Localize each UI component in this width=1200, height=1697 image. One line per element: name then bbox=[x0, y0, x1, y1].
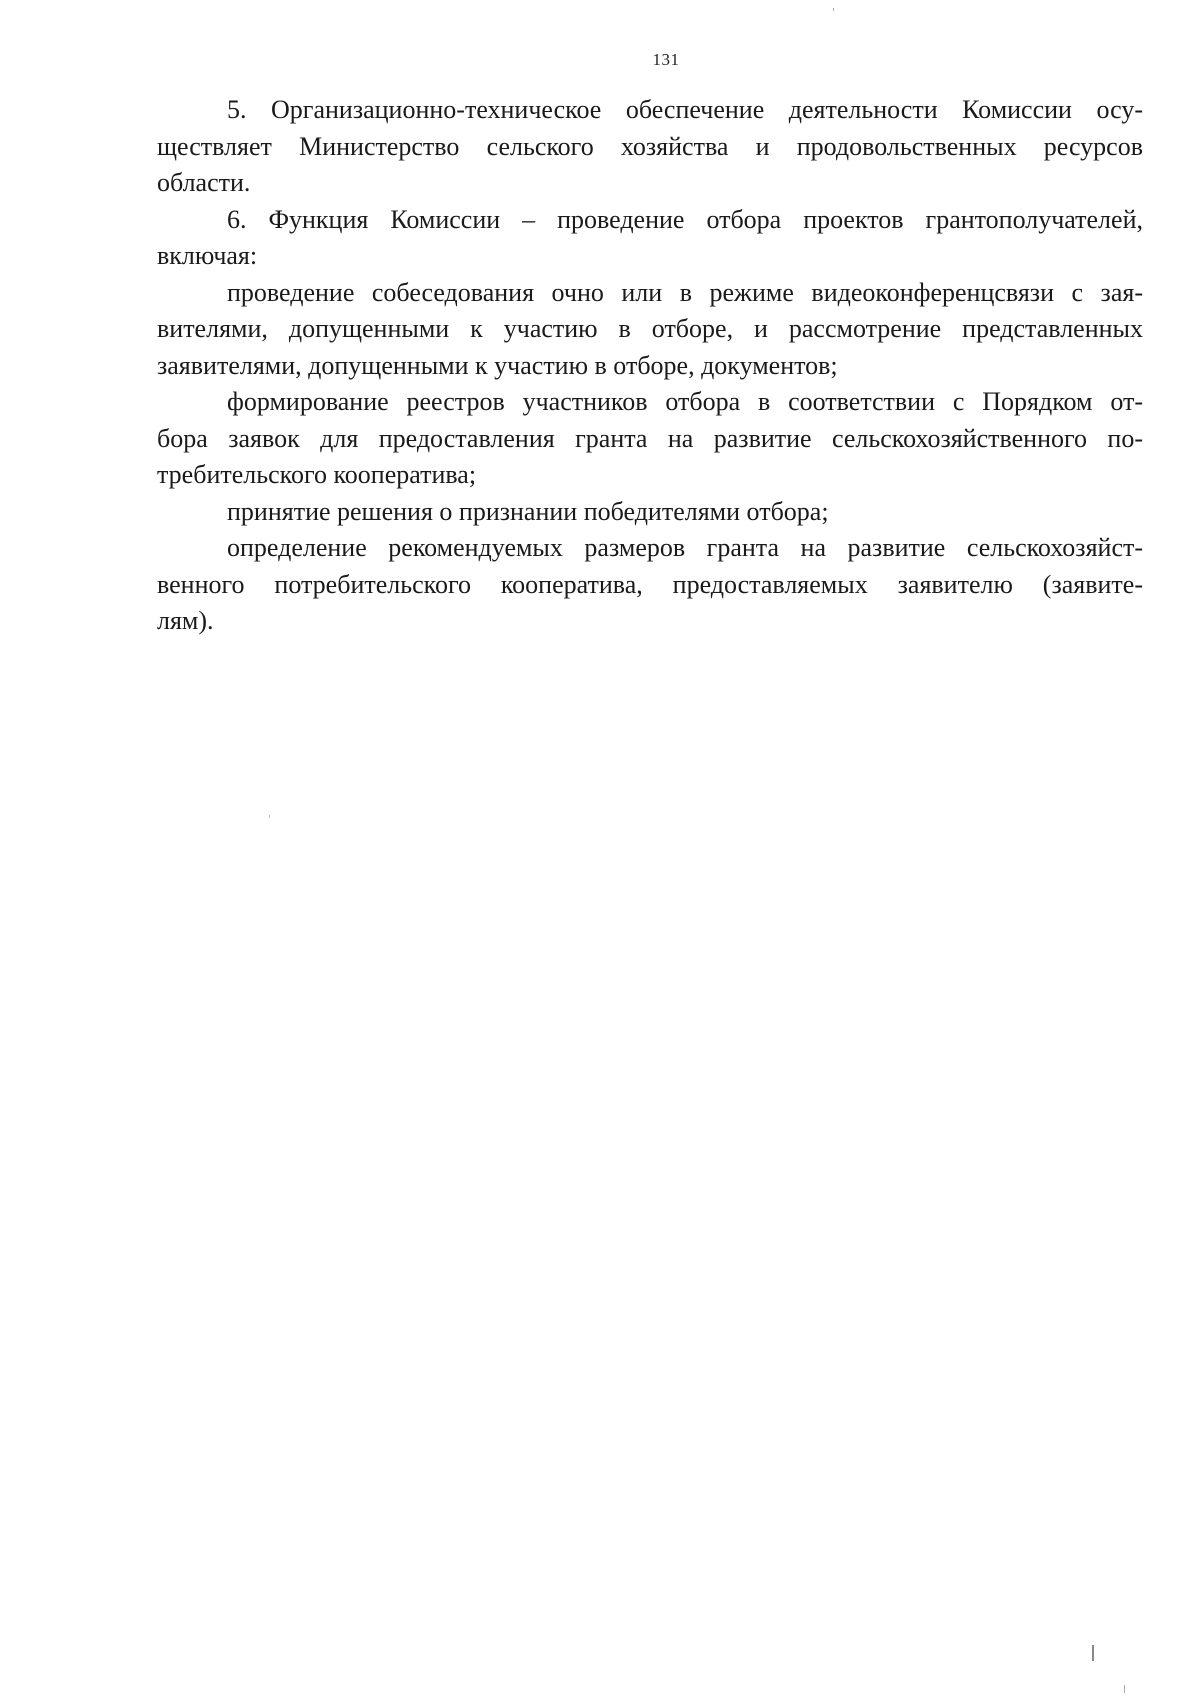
text-line: определение рекомендуемых размеров гранта на развитие сельскохозяйст- bbox=[227, 533, 1143, 562]
scan-speck bbox=[833, 8, 834, 11]
text-line: проведение собеседования очно или в режиме видеоконференцсвязи с зая- bbox=[227, 277, 1143, 307]
text-line: ществляет Министерство сельского хозяйства и продовольственных ресурсов bbox=[157, 131, 1143, 161]
text-line: лям). bbox=[157, 606, 214, 635]
paragraph-5 bbox=[157, 92, 1143, 202]
text-line: 5. Организационно-техническое обеспечение деятельности Комиссии осу- bbox=[227, 95, 1143, 124]
text-line: формирование реестров участников отбора в соответствии с Порядком от- bbox=[227, 387, 1143, 416]
list-item-decision bbox=[157, 494, 1143, 531]
list-item-interview bbox=[157, 275, 1143, 385]
paragraph-6 bbox=[157, 202, 1143, 275]
text-line: заявителями, допущенными к участию в отборе, документов; bbox=[157, 350, 838, 380]
page-number: 131 bbox=[652, 50, 680, 69]
list-item-registries bbox=[157, 384, 1143, 494]
scan-speck bbox=[1124, 1685, 1125, 1693]
text-line: бора заявок для предоставления гранта на развитие сельскохозяйственного по- bbox=[157, 423, 1143, 453]
scan-speck bbox=[1092, 1645, 1094, 1661]
scan-speck bbox=[269, 815, 270, 818]
text-line: принятие решения о признании победителями отбора; bbox=[227, 496, 829, 526]
text-line: требительского кооператива; bbox=[157, 460, 477, 489]
text-line: венного потребительского кооператива, предоставляемых заявителю (заявите- bbox=[157, 569, 1143, 599]
document-body bbox=[157, 92, 1143, 640]
text-line: вителями, допущенными к участию в отборе, и рассмотрение представленных bbox=[157, 314, 1143, 343]
list-item-grant-sizes bbox=[157, 530, 1143, 640]
text-line: области. bbox=[157, 168, 251, 197]
text-line: включая: bbox=[157, 241, 258, 270]
text-line: 6. Функция Комиссии – проведение отбора проектов грантополучателей, bbox=[227, 204, 1143, 234]
